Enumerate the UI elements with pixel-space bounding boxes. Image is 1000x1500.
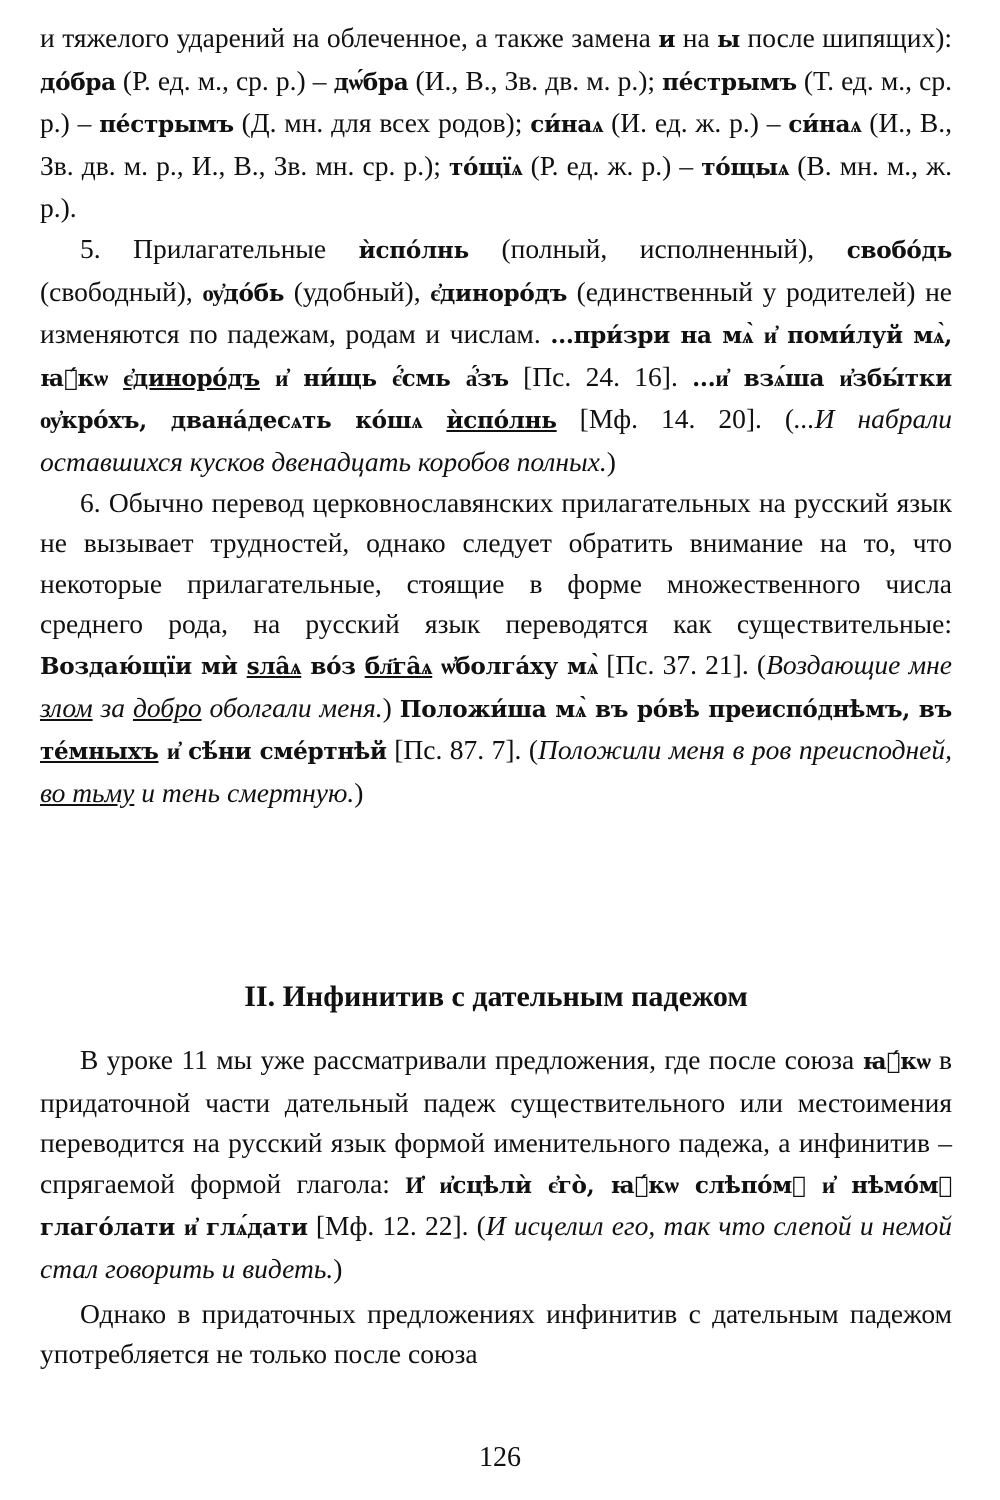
text: 5. Прилагательные xyxy=(80,232,359,264)
church-slavonic-underlined: те́мныхъ xyxy=(40,738,159,766)
text: В уроке 11 мы уже рассматривали предложения, где после союза xyxy=(80,1044,863,1075)
translation-italic: за xyxy=(92,691,133,723)
paragraph-continued xyxy=(40,18,952,229)
page-number: 126 xyxy=(479,1442,521,1473)
church-slavonic-text: пе́стрымъ xyxy=(662,68,797,96)
translation-italic: Положили меня в ров преисподней, xyxy=(538,734,952,766)
text: ) xyxy=(606,445,616,477)
text: ) xyxy=(354,776,364,808)
church-slavonic-underlined: ѕла̑ѧ xyxy=(246,652,302,680)
church-slavonic-text: ꙗ҆́кѡ xyxy=(862,1048,931,1075)
text: и тяжелого ударений на облеченное, а также замена xyxy=(40,22,659,53)
church-slavonic-quote: Положи́ша мѧ̀ въ ро́вѣ преиспо́днѣмъ, въ xyxy=(399,695,952,723)
church-slavonic-text: до́бра xyxy=(40,68,116,96)
paragraph-6 xyxy=(40,483,952,814)
paragraph-7 xyxy=(40,1040,952,1290)
translation-underlined: во тьму xyxy=(40,776,135,808)
text: [Пс. 87. 7]. ( xyxy=(386,734,539,766)
church-slavonic-text: ѹ҆до́бь xyxy=(202,279,285,307)
translation-italic: И исцелил его, так что слепой и немой стал говорить и видеть. xyxy=(40,1210,952,1284)
text: (Т. ед. м., ср. р.) – xyxy=(40,64,952,139)
translation-italic: Воздающие мне xyxy=(766,648,952,680)
translation-italic: и тень смертную. xyxy=(134,776,355,808)
church-slavonic-text: дѡ́бра xyxy=(333,68,409,96)
church-slavonic-text: си́наѧ xyxy=(530,111,604,139)
text: на xyxy=(675,22,718,53)
church-slavonic-underlined: ѝспо́лнь xyxy=(446,407,557,435)
text: (И. ед. ж. р.) – xyxy=(603,107,789,139)
church-slavonic-underlined: є҆диноро́дъ xyxy=(123,364,260,392)
church-slavonic-text: си́наѧ xyxy=(788,111,862,139)
church-slavonic-text: пе́стрымъ xyxy=(99,111,234,139)
text: (Д. мн. для всех родов); xyxy=(233,107,531,139)
paragraph-5 xyxy=(40,229,952,483)
text: в придаточной части дательный падеж существительного или местоимения переводится на русский язык формой именительного падежа, а инфинитив – спрягаемой формой глагола: xyxy=(40,1044,952,1199)
church-slavonic-quote: Воздаю́щїи мѝ xyxy=(40,652,247,680)
church-slavonic-quote: и҆ сѣ́ни сме́ртнѣй xyxy=(158,738,387,766)
church-slavonic-text: ѝспо́лнь xyxy=(358,236,469,264)
text: 6. Обычно перевод церковнославянских прилагательных на русский язык не вызывает трудностей, однако следует обратить внимание на то, что некоторые прилагательные, стоящие в форме множественного числа среднего рода, на русский язык переводятся как существительные: xyxy=(40,486,952,640)
church-slavonic-quote: во́з xyxy=(301,652,365,680)
text: (единственный у родителей) не изменяются по падежам, родам и числам. xyxy=(40,275,953,350)
church-slavonic-text: то́щїѧ xyxy=(449,153,523,181)
text: (полный, исполненный), xyxy=(468,232,847,264)
text: (Р. ед. ж. р.) – xyxy=(522,149,702,181)
paragraph-8 xyxy=(40,1294,952,1375)
section-heading: II. Инфинитив с дательным падежом xyxy=(244,980,748,1013)
church-slavonic-quote: И҆ и҆сцѣлѝ є҆го̀, ꙗ҆́кѡ слѣпо́мꙋ и҆ нѣмо́мꙋ глаго́лати и҆ глѧ́дати xyxy=(40,1171,952,1242)
text: (Р. ед. м., ср. р.) – xyxy=(115,64,334,96)
text: ) xyxy=(333,1252,343,1284)
translation-italic: оболгали меня. xyxy=(201,691,383,723)
text: [Мф. 12. 22]. ( xyxy=(307,1210,486,1242)
text: (удобный), xyxy=(284,275,431,307)
church-slavonic-text: є҆диноро́дъ xyxy=(430,279,567,307)
translation-underlined: злом xyxy=(40,691,93,723)
church-slavonic-text: то́щыѧ xyxy=(701,153,790,181)
church-slavonic-quote: ...и҆ взѧ́ша и҆збы́тки ѹ҆кро́хъ, двана́десѧть ко́шѧ xyxy=(40,364,952,435)
text: (И., В., Зв. дв. м. р., И., В., Зв. мн. ср. р.); xyxy=(40,107,952,181)
text: (свободный), xyxy=(40,275,203,307)
text: (В. мн. м., ж. р.). xyxy=(40,149,952,224)
section-body xyxy=(40,1040,952,1375)
text: ) xyxy=(382,691,400,723)
page-body xyxy=(40,18,952,813)
text: [Пс. 24. 16]. xyxy=(508,360,693,392)
church-slavonic-underlined: бл҃га̑ѧ xyxy=(364,652,433,680)
translation-underlined: добро xyxy=(132,691,202,723)
translation-italic: ...И набрали оставшихся кусков двенадцать коробов полных. xyxy=(40,403,952,477)
text: [Пс. 37. 21]. ( xyxy=(598,648,767,680)
church-slavonic-text: ы xyxy=(717,26,741,53)
text: (И., В., Зв. дв. м. р.); xyxy=(408,64,663,96)
church-slavonic-quote: ...при́зри на мѧ̀ и҆ поми́луй мѧ̀, ꙗ҆́кѡ xyxy=(40,322,953,392)
church-slavonic-text: свобо́дь xyxy=(846,236,952,264)
text: Однако в придаточных предложениях инфинитив с дательным падежом употребляется не только после союза xyxy=(40,1297,952,1370)
church-slavonic-quote: ѡ҆болга́ху мѧ̀ xyxy=(432,652,599,680)
church-slavonic-text: и xyxy=(658,26,676,53)
text: [Мф. 14. 20]. ( xyxy=(556,403,795,435)
text: после шипящих): xyxy=(740,22,952,53)
church-slavonic-quote: и҆ ни́щь є҆́смь а҆́зъ xyxy=(259,364,509,392)
